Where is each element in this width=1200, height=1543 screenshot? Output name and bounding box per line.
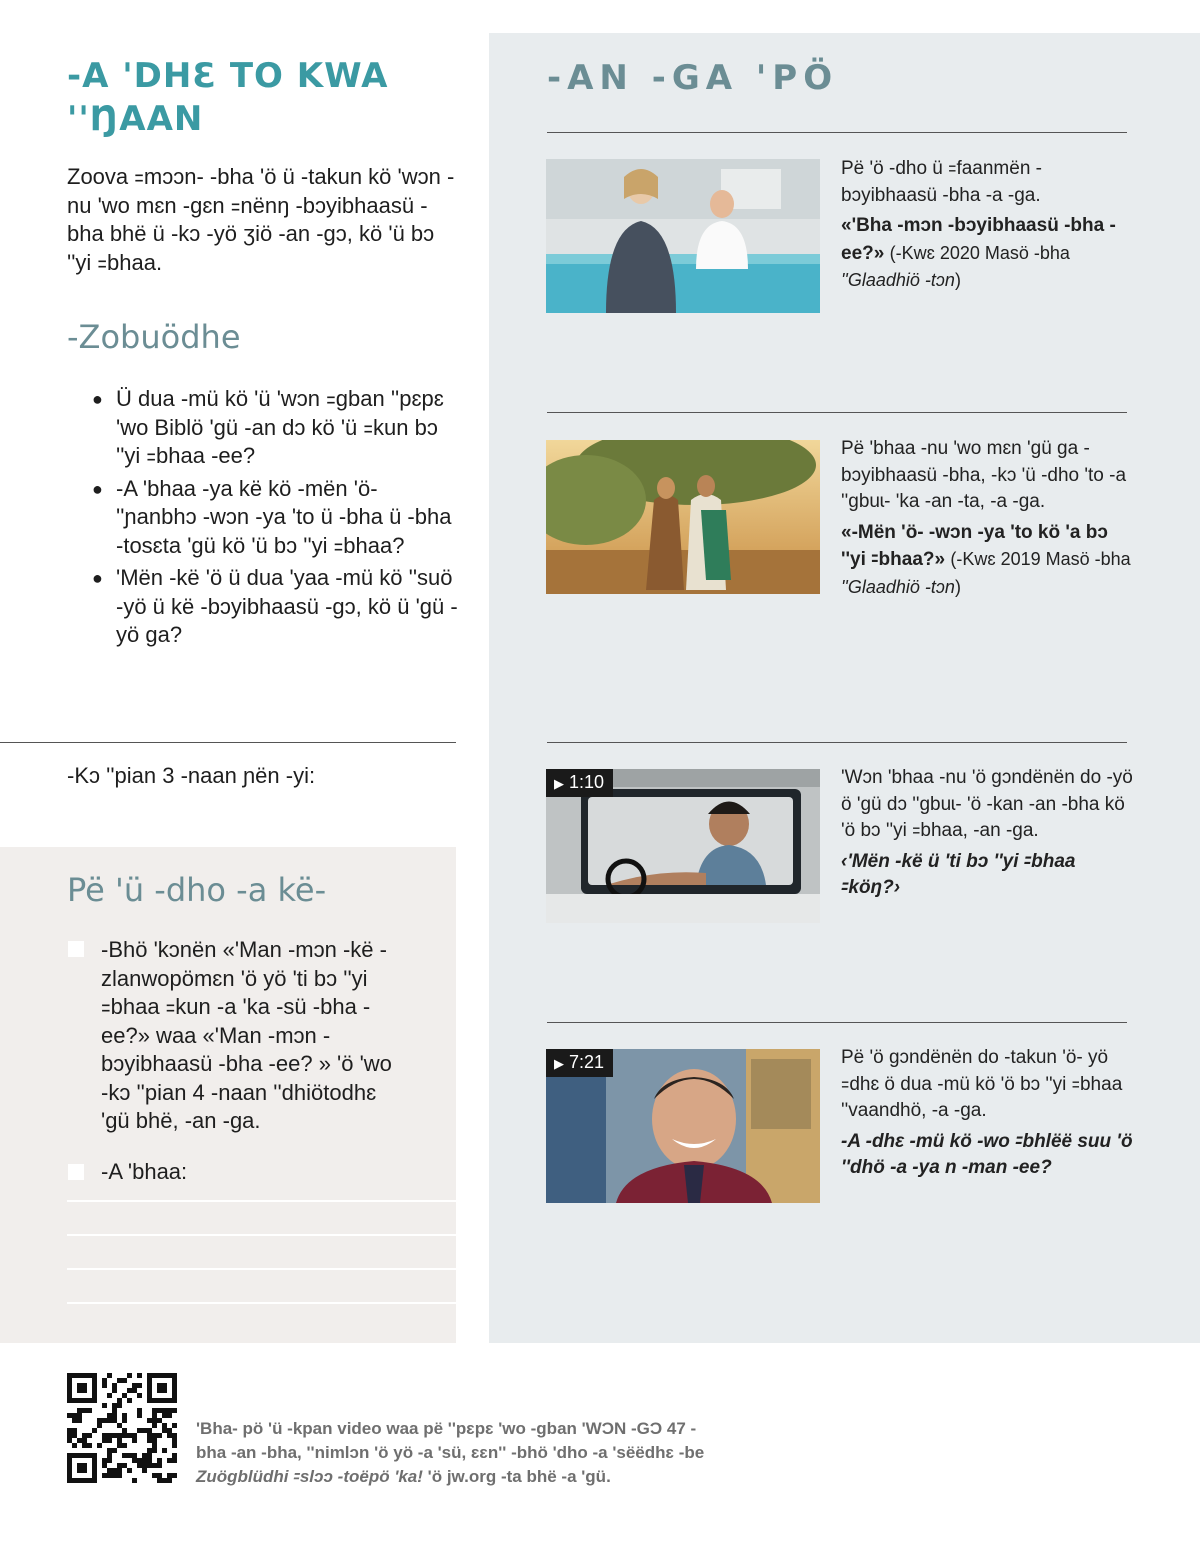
bullet-icon: ● <box>92 478 103 499</box>
resources-title: -AN -GA 'PÖ <box>547 58 839 98</box>
painting-image-icon <box>546 440 820 594</box>
card-1-link[interactable]: «'Bha -mɔn -bɔyibhaasü -bha -ee?» <box>841 215 1116 264</box>
intro-paragraph: Zoova ꞊mɔɔn- -bha 'ö ü -takun kö 'wɔn -nu 'wo mɛn -gɛn ꞊nënŋ -bɔyibhaasü -bha bhë ü -kɔ -yö ʒiö -an -gɔ, kö 'ü bɔ ''yi ꞊bhaa. <box>67 164 455 275</box>
write-line[interactable] <box>67 1200 456 1202</box>
divider <box>547 412 1127 413</box>
list-item: ● -A 'bhaa -ya kë kö -mën 'ö- ''ɲanbhɔ -wɔn -ya 'to ü -bha ü -bha -tosɛta 'gü kö 'ü bɔ ''yi ꞊bhaa? <box>92 475 452 558</box>
footer-note: 'Bha- pö 'ü -kpan video waa pë ''pɛpɛ 'wo -gban 'WƆN -GƆ 47 -bha -an -bha, ''nimlɔn 'ö yö -a 'sü, ɛɛn'' -bhö 'dho -a 'sëëdhɛ -be Zuögblüdhi ꞊slɔɔ -toëpö 'ka! 'ö jw.org -ta bhë -a 'gü. <box>196 1419 705 1486</box>
divider <box>547 742 1127 743</box>
play-icon: ▶ <box>554 776 564 791</box>
bible-scene-painting[interactable] <box>546 440 820 594</box>
divider <box>0 742 456 743</box>
review-questions <box>92 385 462 654</box>
video-duration-badge: ▶ 1:10 <box>546 769 613 797</box>
qr-code-icon[interactable] <box>67 1373 177 1483</box>
baptism-image-icon <box>546 159 820 313</box>
card-2-link[interactable]: «-Mën 'ö- -wɔn -ya 'to kö 'a bɔ ''yi ꞊bhaa?» <box>841 521 1108 570</box>
card-4-desc: Pë 'ö gɔndënën do -takun 'ö- yö ꞊dhɛ ö dua -mü kö 'ö bɔ ''yi ꞊bhaa ''vaandhö, -a -ga. <box>841 1047 1123 1121</box>
goal-checkbox-2[interactable] <box>68 1164 84 1180</box>
card-2-text: Pë 'bhaa -nu 'wo mɛn 'gü ga -bɔyibhaasü -bha, -kɔ 'ü -dho 'to -a ''gbuɩ- 'ka -an -ta, -a -ga. «-Mën 'ö- -wɔn -ya 'to kö 'a bɔ ''yi ꞊bhaa?» (-Kwɛ 2019 Masö -bha ''Glaadhiö -tɔn) <box>841 436 1133 601</box>
video-duration-badge: ▶ 7:21 <box>546 1049 613 1077</box>
play-icon: ▶ <box>554 1056 564 1071</box>
card-2-magazine: ''Glaadhiö -tɔn <box>841 576 955 597</box>
card-4-text <box>841 1045 1133 1182</box>
baptism-photo[interactable] <box>546 159 820 313</box>
date-line: -Kɔ ''pian 3 -naan ɲën -yi: <box>67 763 316 788</box>
write-line[interactable] <box>67 1234 456 1236</box>
goal-heading: Pë 'ü -dho -a kë- <box>67 871 327 909</box>
review-heading: -Zobuödhe <box>67 318 241 356</box>
bullet-icon: ● <box>92 389 103 409</box>
goal-item-2: -A 'bhaa: <box>101 1159 188 1184</box>
card-1-text: Pë 'ö -dho ü ꞊faanmën -bɔyibhaasü -bha -a -ga. «'Bha -mɔn -bɔyibhaasü -bha -ee?» (-Kwɛ 2020 Masö -bha ''Glaadhiö -tɔn) <box>841 156 1133 295</box>
card-2-cite: (-Kwɛ 2019 Masö -bha <box>950 549 1131 569</box>
list-item: ● Ü dua -mü kö 'ü 'wɔn ꞊gban ''pɛpɛ 'wo Biblö 'gü -an dɔ kö 'ü ꞊kun bɔ ''yi ꞊bhaa -ee? <box>92 386 444 468</box>
card-2-desc: Pë 'bhaa -nu 'wo mɛn 'gü ga -bɔyibhaasü -bha, -kɔ 'ü -dho 'to -a ''gbuɩ- 'ka -an -ta, -a -ga. <box>841 438 1127 512</box>
video-thumbnail-driver[interactable] <box>546 769 820 923</box>
divider <box>547 132 1127 133</box>
write-line[interactable] <box>67 1302 456 1304</box>
goal-checkbox-1[interactable] <box>68 941 84 957</box>
card-3-video-title[interactable]: ‹'Mën -kë ü 'ti bɔ ''yi ꞊bhaa ꞊köŋ?› <box>841 850 1076 898</box>
divider <box>547 1022 1127 1023</box>
lesson-title: -A 'DHƐ TO KWA ''ŊAAN <box>67 56 389 139</box>
write-line[interactable] <box>67 1268 456 1270</box>
card-3-desc: 'Wɔn 'bhaa -nu 'ö gɔndënën do -yö ö 'gü dɔ ''gbuɩ- 'ö -kan -an -bha kö 'ö bɔ ''yi ꞊bhaa, -an -ga. <box>841 767 1133 841</box>
app-name: Zuögblüdhi ꞊slɔɔ -toëpö 'ka! <box>196 1467 423 1486</box>
card-1-magazine: ''Glaadhiö -tɔn <box>841 270 955 290</box>
card-4-video-title[interactable]: -A -dhɛ -mü kö -wo ꞊bhlëë suu 'ö ''dhö -a -ya n -man -ee? <box>841 1130 1133 1178</box>
goal-item-1: -Bhö 'kɔnën «'Man -mɔn -kë -zlanwopömɛn 'ö yö 'ti bɔ ''yi ꞊bhaa ꞊kun -a 'ka -sü -bha -ee?» waa «'Man -mɔn -bɔyibhaasü -bha -ee? » 'ö 'wo -kɔ ''pian 4 -naan ''dhiötodhɛ 'gü bhë, -an -ga. <box>101 937 392 1133</box>
card-3-text <box>841 765 1133 902</box>
video-thumbnail-man[interactable] <box>546 1049 820 1203</box>
card-1-desc: Pë 'ö -dho ü ꞊faanmën -bɔyibhaasü -bha -a -ga. <box>841 158 1043 206</box>
card-1-cite: (-Kwɛ 2020 Masö -bha <box>889 242 1070 263</box>
bullet-icon: ● <box>92 568 103 588</box>
list-item: ● 'Mën -kë 'ö ü dua 'yaa -mü kö ''suö -yö ü kë -bɔyibhaasü -gɔ, kö ü 'gü -yö ga? <box>92 565 458 647</box>
